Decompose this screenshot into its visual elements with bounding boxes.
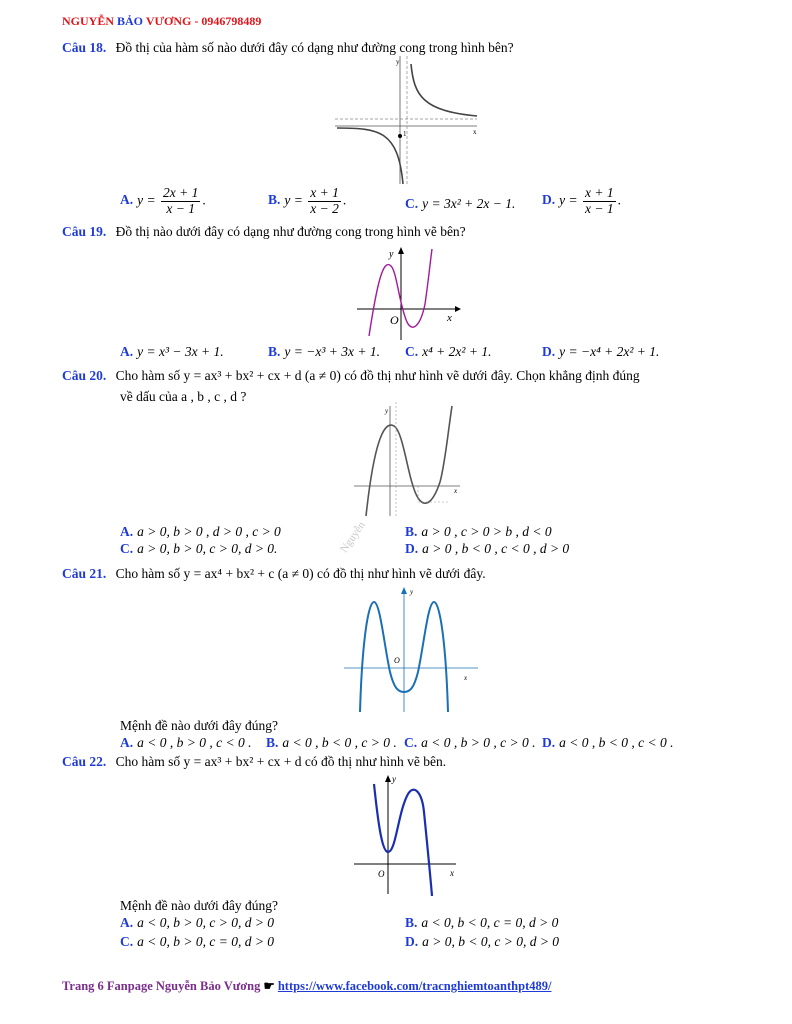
graph-q18 — [335, 56, 480, 186]
q21-option-d[interactable]: D. a < 0 , b < 0 , c < 0 . — [542, 735, 674, 750]
question-21: Câu 21. Cho hàm số y = ax⁴ + bx² + c (a ≠ 0) có đồ thị như hình vẽ dưới đây. — [62, 566, 486, 581]
q20-option-b[interactable]: B. a > 0 , c > 0 > b , d < 0 — [405, 524, 552, 539]
axis-x-label: x — [447, 312, 452, 324]
curve-left-branch — [337, 128, 403, 184]
axis-x-label: x — [464, 674, 468, 682]
page-footer: Trang 6 Fanpage Nguyễn Bảo Vương ☛ https://www.facebook.com/tracnghiemtoanthpt489/ — [62, 979, 552, 993]
q18-option-c[interactable]: C. y = 3x² + 2x − 1. — [405, 196, 516, 211]
graph-q19 — [355, 244, 465, 340]
question-19: Câu 19. Đồ thị nào dưới đây có dạng như đường cong trong hình vẽ bên? — [62, 224, 466, 239]
question-20-line2: về dấu của a , b , c , d ? — [120, 389, 247, 404]
cubic-curve — [374, 784, 432, 896]
q22-option-a[interactable]: A. a < 0, b > 0, c > 0, d > 0 — [120, 915, 275, 930]
q21-prompt: Mệnh đề nào dưới đây đúng? — [120, 718, 279, 733]
q19-option-b[interactable]: B. y = −x³ + 3x + 1. — [268, 344, 380, 359]
y-axis-arrow — [401, 587, 407, 594]
tick-label-1: 1 — [403, 130, 407, 138]
y-axis-arrow — [385, 775, 391, 782]
q22-option-c[interactable]: C. a < 0, b > 0, c = 0, d > 0 — [120, 934, 275, 949]
question-number: Câu 18. — [62, 40, 107, 55]
q20-option-d[interactable]: D. a > 0 , b < 0 , c < 0 , d > 0 — [405, 541, 570, 556]
q18-option-a[interactable]: A. y = $\frac{2x + 1}{x - 1}$ . — [120, 185, 206, 216]
question-18 — [62, 40, 514, 56]
axis-x-label: x — [454, 487, 458, 495]
question-text: Đồ thị của hàm số nào dưới đây có dạng như đường cong trong hình bên? — [115, 40, 514, 55]
axis-y-label: y — [385, 407, 389, 415]
axis-y-label: y — [392, 774, 396, 784]
axis-x-label: x — [473, 128, 477, 136]
q22-option-d[interactable]: D. a > 0, b < 0, c > 0, d > 0 — [405, 934, 560, 949]
watermark: Nguyễn — [338, 519, 368, 555]
q22-prompt: Mệnh đề nào dưới đây đúng? — [120, 898, 279, 913]
hand-pointer-icon: ☛ — [263, 979, 278, 993]
q18-option-d[interactable]: D. y = $\frac{x + 1}{x - 1}$ . — [542, 185, 621, 216]
cubic-curve — [366, 406, 452, 516]
q20-option-c[interactable]: C. a > 0, b > 0, c > 0, d > 0. — [120, 541, 278, 556]
q19-option-d[interactable]: D. y = −x⁴ + 2x² + 1. — [542, 344, 660, 359]
origin-label: O — [390, 313, 399, 327]
x-axis-arrow — [455, 306, 461, 312]
q19-option-c[interactable]: C. x⁴ + 2x² + 1. — [405, 344, 492, 359]
axis-y-label: y — [389, 249, 394, 260]
y-axis-arrow — [398, 247, 404, 254]
graph-q21 — [342, 584, 482, 714]
page-header: NGUYỄN BẢO VƯƠNG - 0946798489 — [62, 14, 262, 28]
facebook-link[interactable]: https://www.facebook.com/tracnghiemtoanthpt489/ — [277, 979, 552, 993]
axis-y-label: y — [410, 588, 414, 596]
axis-y-label: y — [396, 58, 400, 66]
q22-option-b[interactable]: B. a < 0, b < 0, c = 0, d > 0 — [405, 915, 559, 930]
q20-option-a[interactable]: A. a > 0, b > 0 , d > 0 , c > 0 — [120, 524, 281, 539]
q21-option-c[interactable]: C. a < 0 , b > 0 , c > 0 . — [404, 735, 536, 750]
q19-option-a[interactable]: A. y = x³ − 3x + 1. — [120, 344, 224, 359]
question-20: Câu 20. Cho hàm số y = ax³ + bx² + cx + d (a ≠ 0) có đồ thị như hình vẽ dưới đây. Chọn khẳng định đúng — [62, 368, 640, 383]
origin-label: O — [394, 656, 400, 665]
axis-x-label: x — [450, 868, 454, 878]
y-intercept-dot — [398, 134, 402, 138]
origin-label: O — [378, 869, 385, 879]
q21-option-b[interactable]: B. a < 0 , b < 0 , c > 0 . — [266, 735, 397, 750]
graph-q20 — [352, 402, 464, 520]
q21-option-a[interactable]: A. a < 0 , b > 0 , c < 0 . — [120, 735, 252, 750]
question-22: Câu 22. Cho hàm số y = ax³ + bx² + cx + d có đồ thị như hình vẽ bên. — [62, 754, 447, 769]
curve-right-branch — [411, 64, 477, 116]
q18-option-b[interactable]: B. y = $\frac{x + 1}{x - 2}$ . — [268, 185, 347, 216]
graph-q22 — [352, 772, 462, 896]
